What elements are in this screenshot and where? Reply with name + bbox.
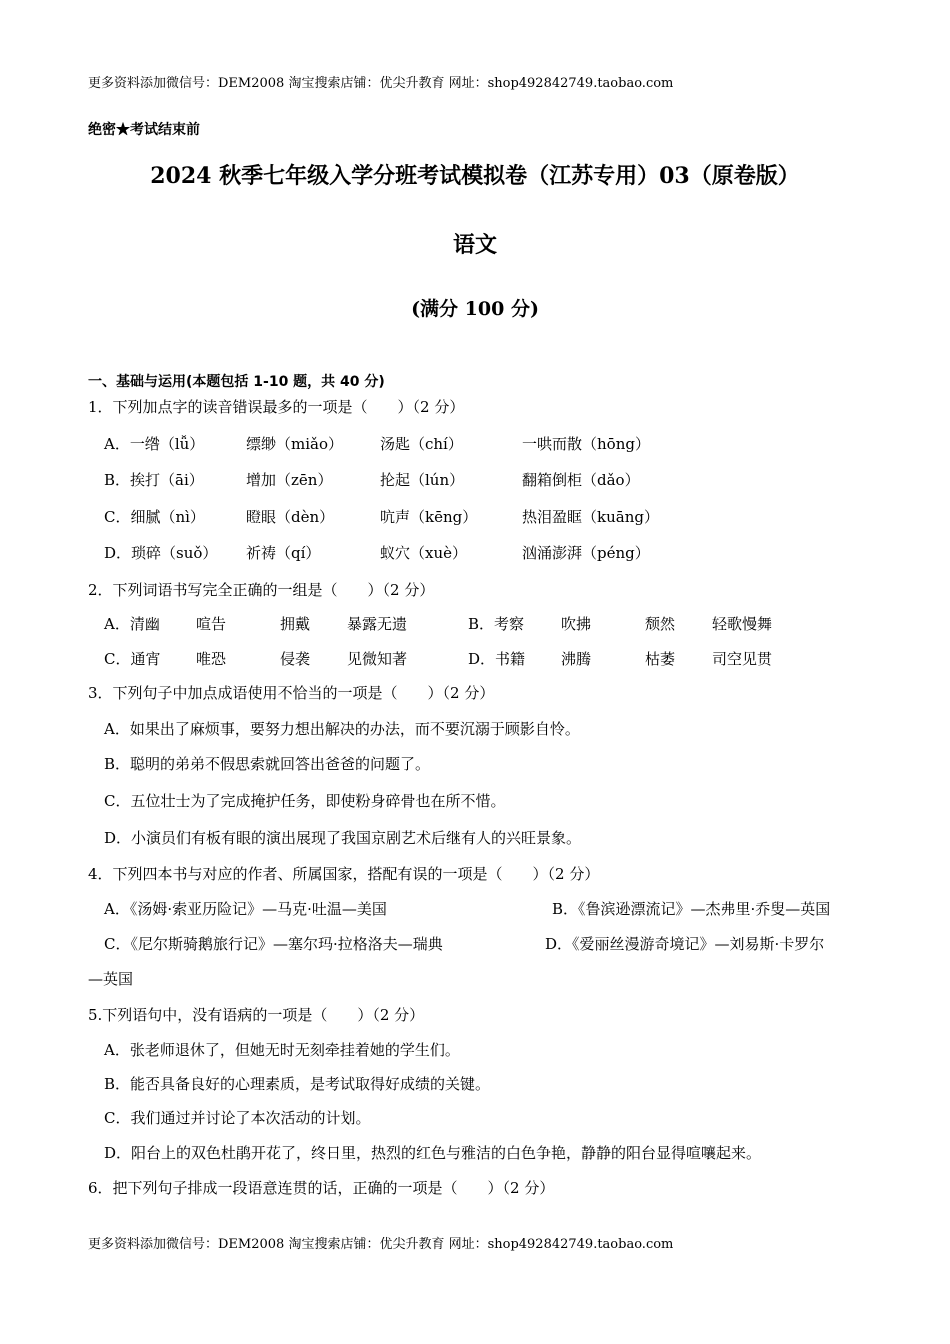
word-cell: 拥戴 bbox=[280, 615, 311, 633]
section-heading: 一、基础与运用(本题包括 1-10 题，共 40 分) bbox=[88, 374, 385, 390]
word-cell: 暴露无遗 bbox=[347, 615, 408, 633]
full-score: (满分 100 分) bbox=[411, 298, 539, 320]
confidential-label: 绝密★考试结束前 bbox=[88, 122, 200, 138]
option-cell: A．一绺（lǚ） bbox=[104, 435, 205, 453]
word-cell: 喧告 bbox=[196, 615, 227, 633]
question-4-option-c: C．《尼尔斯骑鹅旅行记》—塞尔玛·拉格洛夫—瑞典 bbox=[104, 935, 443, 953]
exam-title: 2024 秋季七年级入学分班考试模拟卷（江苏专用）03（原卷版） bbox=[150, 163, 800, 189]
question-4-option-a: A．《汤姆·索亚历险记》—马克·吐温—美国 bbox=[104, 900, 387, 918]
option-cell: 热泪盈眶（kuāng） bbox=[522, 508, 659, 526]
option-cell: 吭声（kēng） bbox=[380, 508, 478, 526]
option-cell: 瞪眼（dèn） bbox=[246, 508, 335, 526]
question-5-stem: 5.下列语句中，没有语病的一项是（ ）（2 分） bbox=[88, 1006, 425, 1024]
question-4-option-d: D．《爱丽丝漫游奇境记》—刘易斯·卡罗尔 bbox=[545, 935, 825, 953]
question-5-option-c: C．我们通过并讨论了本次活动的计划。 bbox=[104, 1109, 371, 1127]
option-cell: 汹涌澎湃（péng） bbox=[522, 544, 650, 562]
question-5-option-a: A．张老师退休了，但她无时无刻牵挂着她的学生们。 bbox=[104, 1041, 460, 1059]
question-2-stem: 2．下列词语书写完全正确的一组是（ ）（2 分） bbox=[88, 581, 435, 599]
option-cell: 缥缈（miǎo） bbox=[246, 435, 343, 453]
word-cell: 唯恐 bbox=[196, 650, 227, 668]
word-cell: 司空见贯 bbox=[712, 650, 773, 668]
question-6-stem: 6．把下列句子排成一段语意连贯的话，正确的一项是（ ）（2 分） bbox=[88, 1179, 555, 1197]
question-1-stem: 1．下列加点字的读音错误最多的一项是（ ）（2 分） bbox=[88, 398, 465, 416]
word-cell: D．书籍 bbox=[468, 650, 526, 668]
option-cell: 蚁穴（xuè） bbox=[380, 544, 467, 562]
option-cell: 汤匙（chí） bbox=[380, 435, 463, 453]
question-3-option-b: B．聪明的弟弟不假思索就回答出爸爸的问题了。 bbox=[104, 755, 431, 773]
word-cell: 吹拂 bbox=[561, 615, 592, 633]
page-footer: 更多资料添加微信号：DEM2008 淘宝搜索店铺：优尖升教育 网址：shop492842749.taobao.com bbox=[88, 1237, 674, 1252]
word-cell: B．考察 bbox=[468, 615, 525, 633]
word-cell: A．清幽 bbox=[104, 615, 160, 633]
word-cell: 侵袭 bbox=[280, 650, 311, 668]
question-3-option-a: A．如果出了麻烦事，要努力想出解决的办法，而不要沉溺于顾影自怜。 bbox=[104, 720, 580, 738]
question-4-option-b: B．《鲁滨逊漂流记》—杰弗里·乔叟—英国 bbox=[552, 900, 831, 918]
option-cell: 一哄而散（hōng） bbox=[522, 435, 650, 453]
option-cell: C．细腻（nì） bbox=[104, 508, 205, 526]
question-4-option-d-continued: —英国 bbox=[88, 970, 134, 988]
question-3-stem: 3．下列句子中加点成语使用不恰当的一项是（ ）（2 分） bbox=[88, 684, 495, 702]
word-cell: C．通宵 bbox=[104, 650, 161, 668]
subject-title: 语文 bbox=[452, 232, 497, 258]
question-5-option-b: B．能否具备良好的心理素质，是考试取得好成绩的关键。 bbox=[104, 1075, 491, 1093]
word-cell: 沸腾 bbox=[561, 650, 592, 668]
word-cell: 轻歌慢舞 bbox=[712, 615, 773, 633]
word-cell: 颓然 bbox=[645, 615, 676, 633]
question-3-option-d: D．小演员们有板有眼的演出展现了我国京剧艺术后继有人的兴旺景象。 bbox=[104, 829, 582, 847]
option-cell: 增加（zēn） bbox=[246, 471, 333, 489]
option-cell: D．琐碎（suǒ） bbox=[104, 544, 218, 562]
word-cell: 枯萎 bbox=[645, 650, 676, 668]
option-cell: 翻箱倒柜（dǎo） bbox=[522, 471, 640, 489]
question-5-option-d: D．阳台上的双色杜鹃开花了，终日里，热烈的红色与雅洁的白色争艳，静静的阳台显得喧嚷起来。 bbox=[104, 1144, 762, 1162]
option-cell: B．挨打（āi） bbox=[104, 471, 204, 489]
option-cell: 抡起（lún） bbox=[380, 471, 465, 489]
page-header: 更多资料添加微信号：DEM2008 淘宝搜索店铺：优尖升教育 网址：shop492842749.taobao.com bbox=[88, 76, 674, 91]
question-4-stem: 4．下列四本书与对应的作者、所属国家，搭配有误的一项是（ ）（2 分） bbox=[88, 865, 600, 883]
question-3-option-c: C．五位壮士为了完成掩护任务，即使粉身碎骨也在所不惜。 bbox=[104, 792, 506, 810]
word-cell: 见微知著 bbox=[347, 650, 408, 668]
option-cell: 祈祷（qí） bbox=[246, 544, 321, 562]
